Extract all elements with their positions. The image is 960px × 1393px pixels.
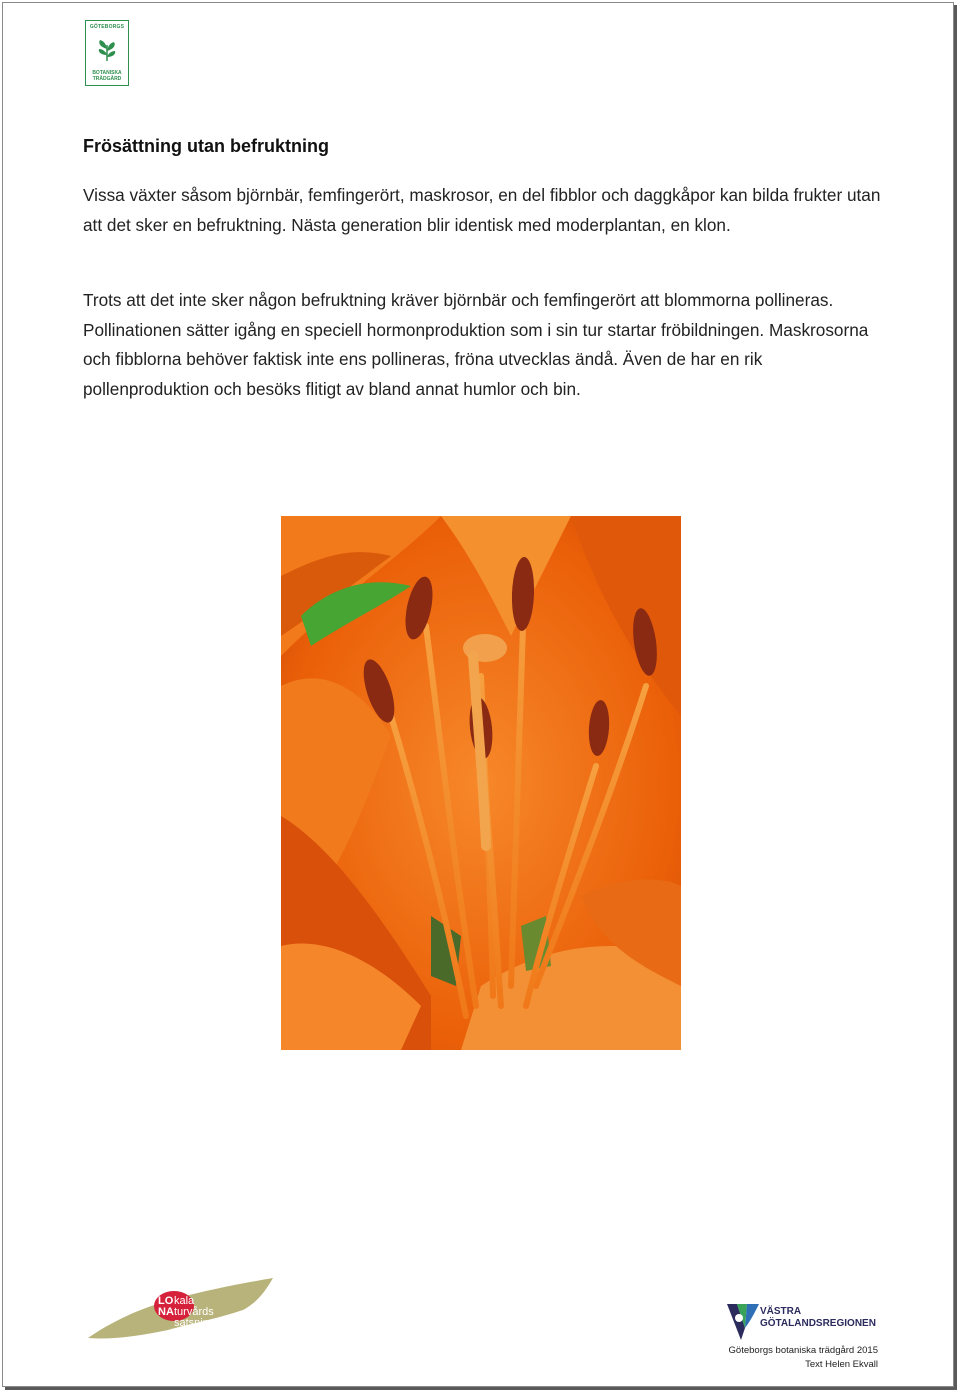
leaf-icon [94,37,120,63]
gbt-logo-bottom-line2: TRÄDGÅRD [92,76,122,82]
loka-line3: satsningen [174,1317,228,1329]
loka-island-icon [88,1276,278,1346]
footer-line2: Text Helen Ekvall [805,1359,878,1370]
loka-line1-highlight: LO [158,1295,174,1307]
gbt-logo-top-text: GÖTEBORGS [89,24,125,30]
article-paragraph-2: Trots att det inte sker någon befruktning kräver björnbär och femfingerört att blommorna pollineras. Pollinationen sätter igång en speciell hormonproduktion som i sin tur startar fröbildningen. Maskrosorna och fibblorna behöver faktisk inte ens pollineras, fröna utvecklas ändå. Även de har en rik pollenproduktion och besöks flitigt av bland annat humlor och bin. [83,290,869,399]
gbt-logo [85,20,129,86]
loka-line2-highlight: NA [158,1306,174,1318]
footer-line1: Göteborgs botaniska trädgård 2015 [728,1345,878,1356]
lily-photo [281,516,681,1050]
gbt-logo-bottom-text [92,70,121,82]
gbt-logo-bottom-line1: BOTANISKA [92,70,122,76]
vg-logo-line2: GÖTALANDSREGIONEN [760,1318,876,1329]
vg-logo-text [760,1306,876,1330]
loka-logo [88,1276,278,1346]
loka-line1-rest: kala [174,1295,195,1307]
lily-illustration [281,516,681,1050]
vg-logo-line1: VÄSTRA [760,1306,802,1317]
footer-credits [729,1344,878,1372]
vg-emblem-icon [725,1300,765,1344]
article-title: Frösättning utan befruktning [83,136,329,156]
article-paragraph-1: Vissa växter såsom björnbär, femfingerört, maskrosor, en del fibblor och daggkåpor kan bilda frukter utan att det sker en befruktning. Nästa generation blir identisk med moderplantan, en klon. [83,185,881,235]
loka-line2-rest: turvårds [174,1306,214,1318]
